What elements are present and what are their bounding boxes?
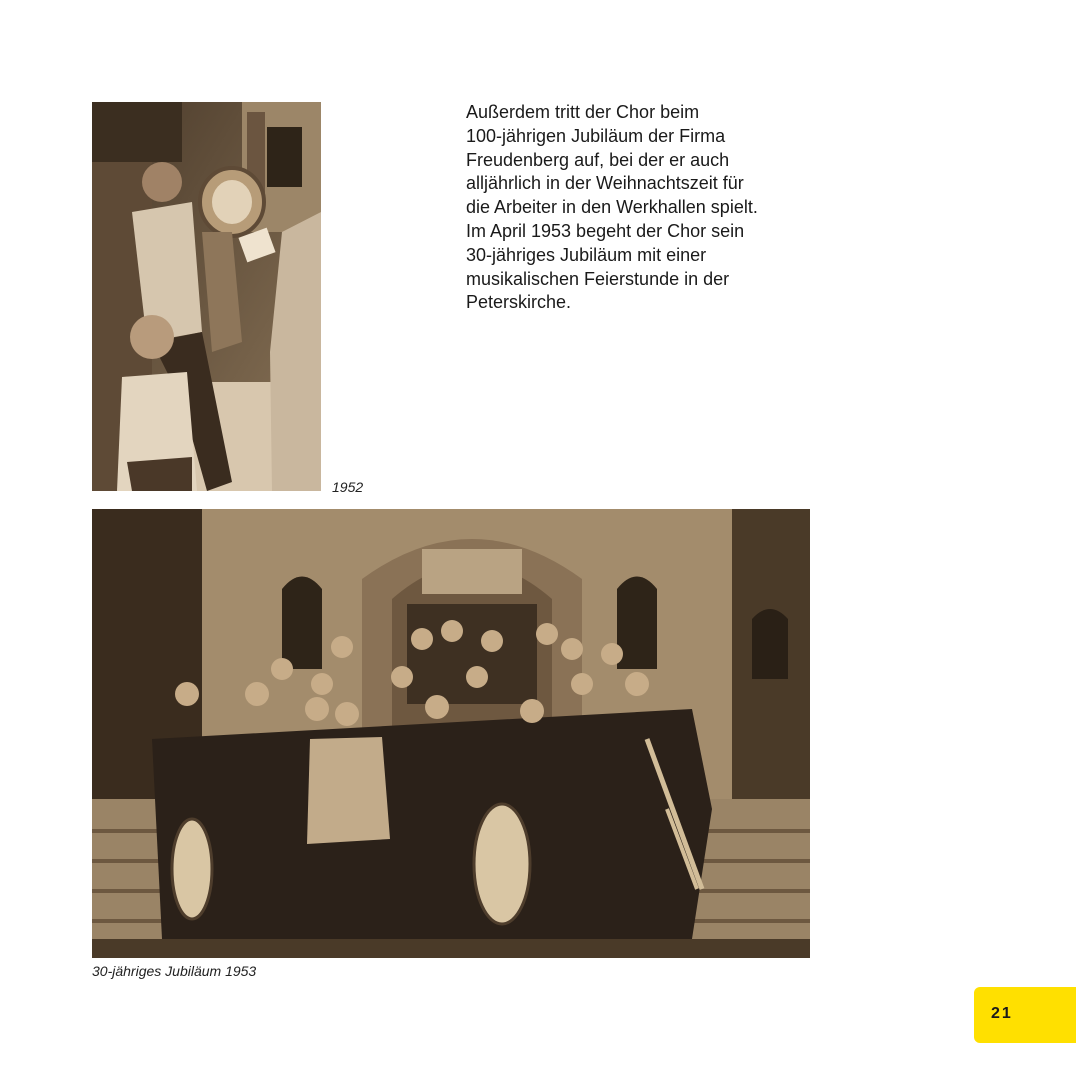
sepia-photo-boy-with-tuba	[92, 102, 321, 491]
text-line: alljährlich in der Weihnachtszeit für	[466, 173, 744, 194]
photo-caption-1953: 30-jähriges Jubiläum 1953	[92, 963, 257, 979]
text-line: die Arbeiter in den Werkhallen spielt.	[466, 197, 758, 218]
text-line: musikalischen Feierstunde in der	[466, 268, 730, 289]
text-line: Freudenberg auf, bei der er auch	[466, 149, 730, 170]
photo-1952-tuba-player	[92, 102, 321, 491]
photo-caption-1952: 1952	[332, 479, 364, 495]
photo-1953-choir-anniversary	[92, 509, 810, 958]
sepia-photo-choir-group	[92, 509, 810, 958]
text-line: 30-jähriges Jubiläum mit einer	[466, 244, 707, 265]
text-line: 100-jährigen Jubiläum der Firma	[466, 125, 726, 146]
body-paragraph	[466, 101, 816, 315]
text-line: Peterskirche.	[466, 292, 572, 313]
text-line: Außerdem tritt der Chor beim	[466, 102, 700, 122]
page-number: 21	[991, 1005, 1013, 1022]
text-line: Im April 1953 begeht der Chor sein	[466, 220, 745, 241]
page-number-tab	[974, 987, 1076, 1043]
